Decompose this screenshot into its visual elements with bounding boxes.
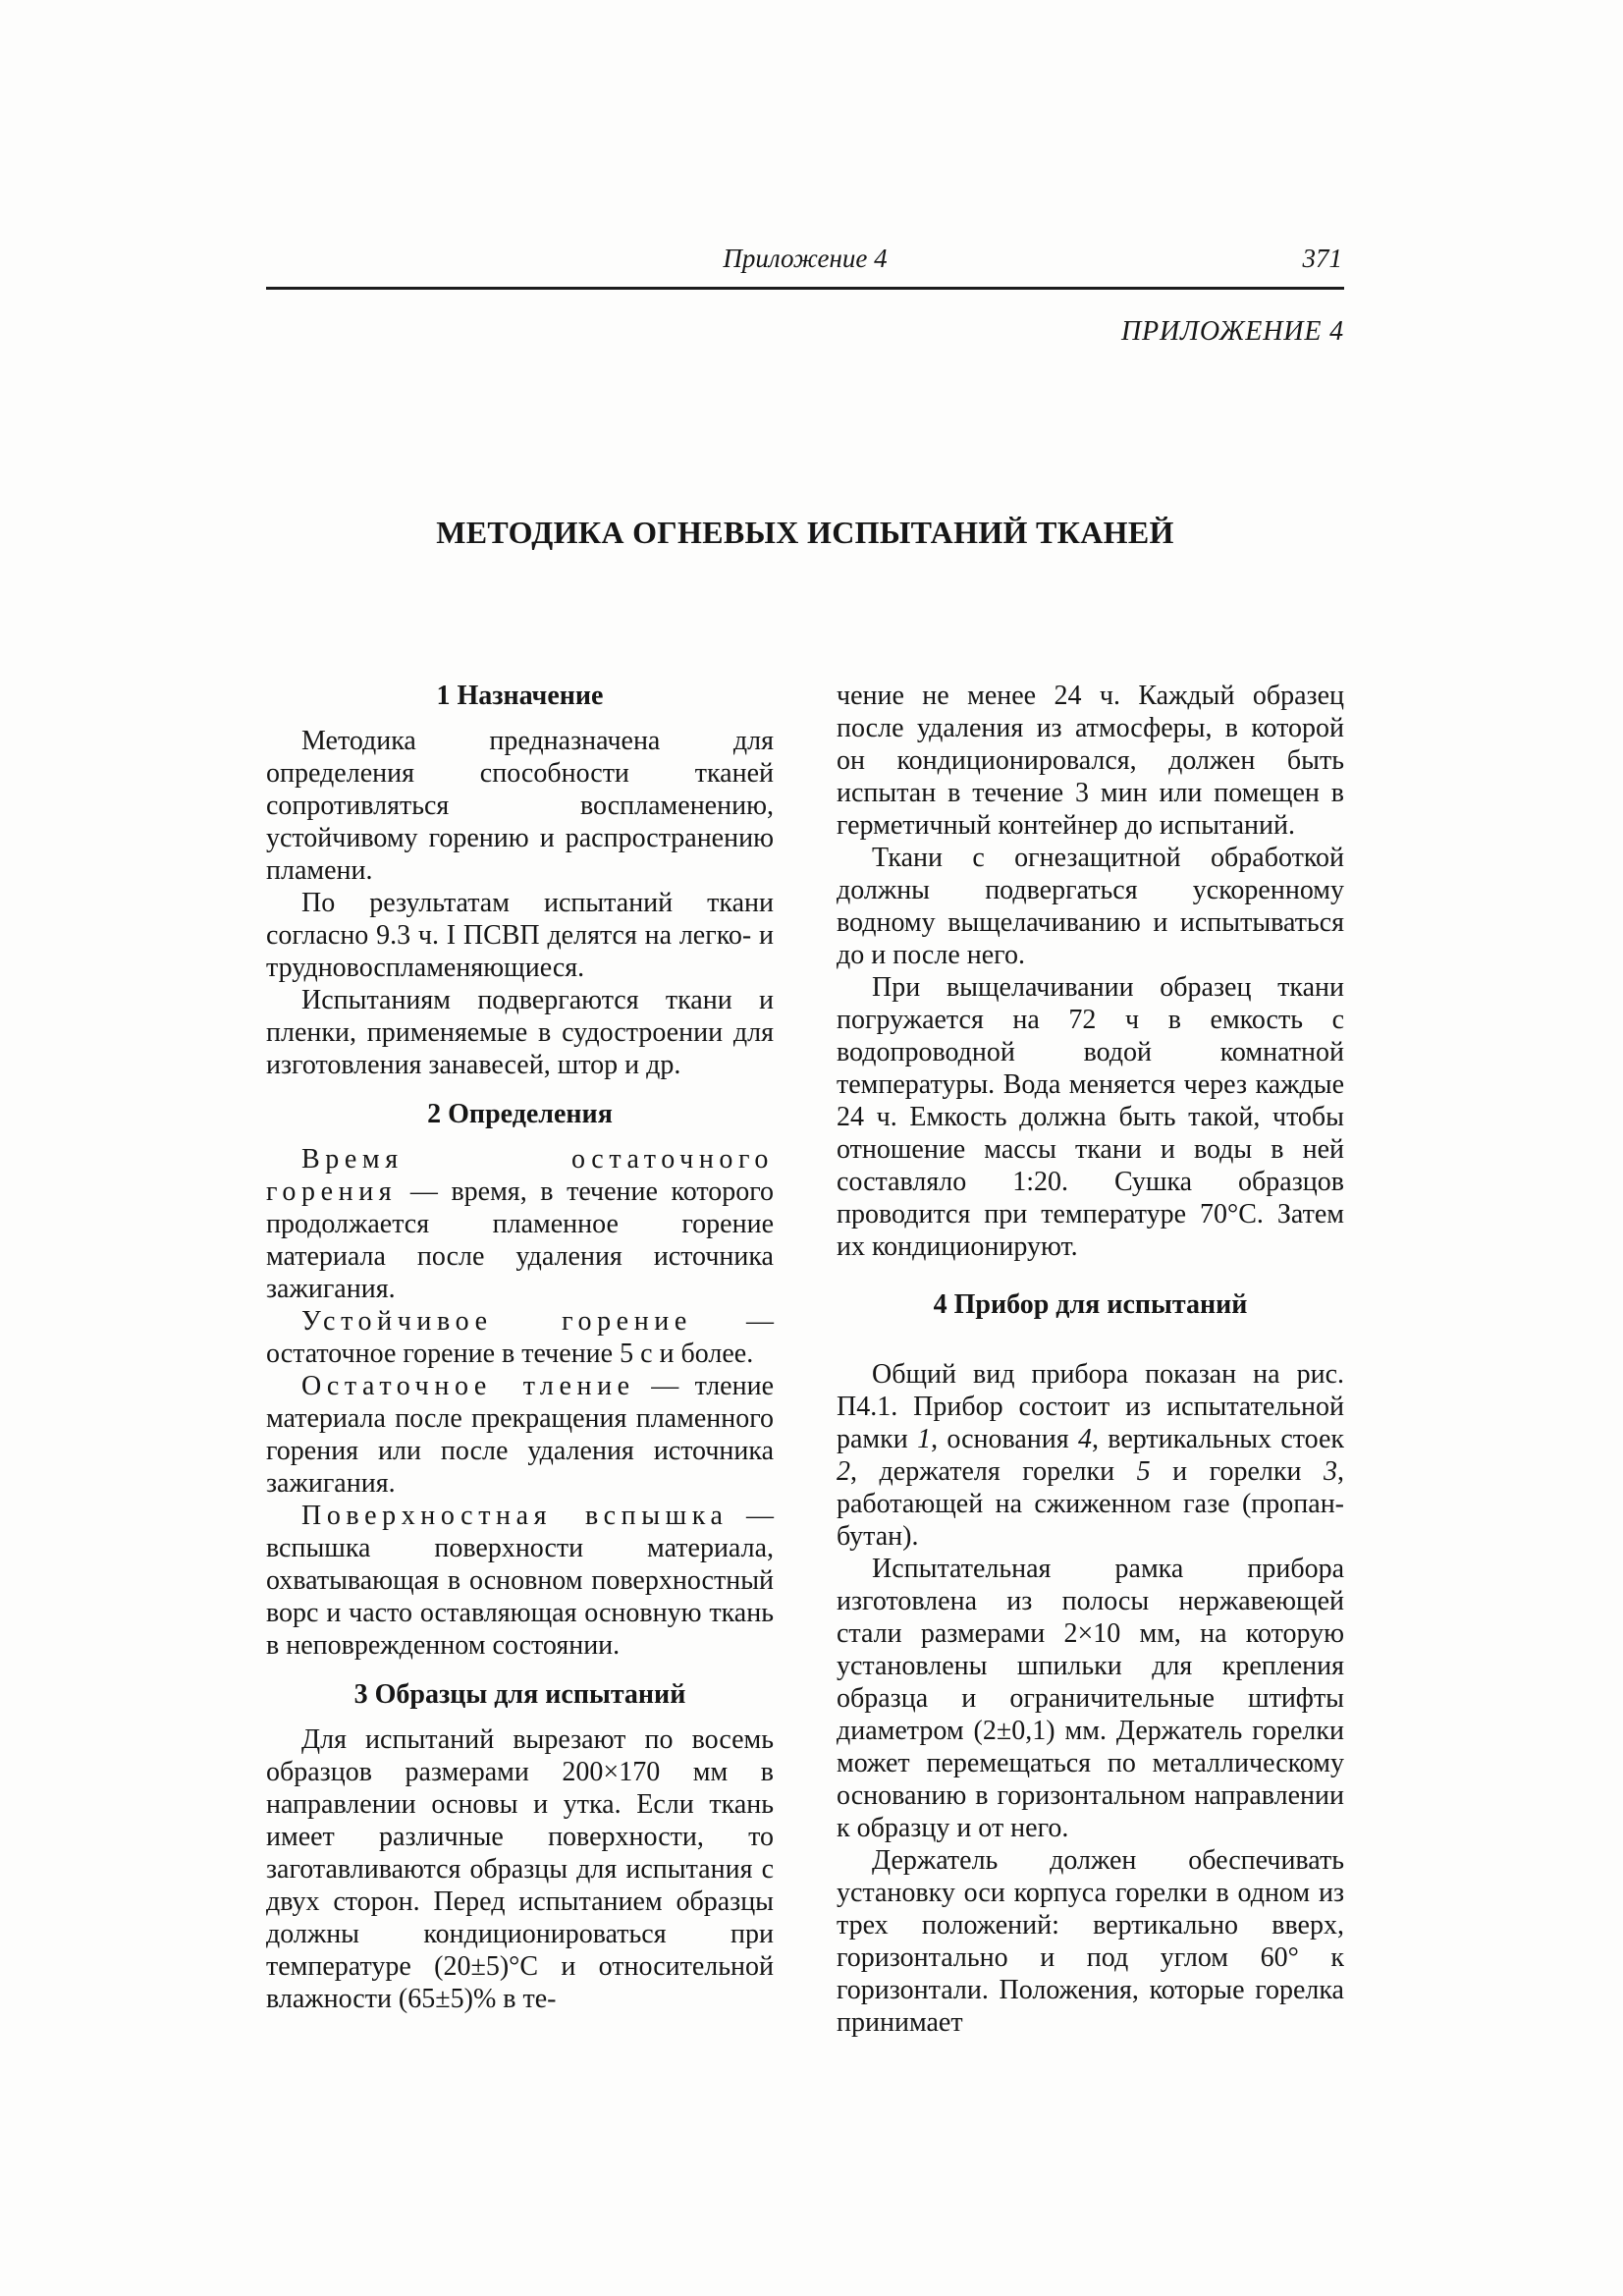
text-segment: , основания (931, 1424, 1078, 1454)
definition-term: Устойчивое горение (301, 1306, 692, 1337)
part-number: 2 (837, 1456, 850, 1487)
paragraph: При выщелачивании образец ткани погружается на 72 ч в емкость с водопроводной водой комнатной температуры. Вода меняется через каждые 24 ч. Емкость должна быть такой, чтобы отношение массы ткани и воды в ней составляло 1:20. Сушка образцов проводится при температуре 70°С. Затем их кондиционируют. (837, 972, 1344, 1262)
paragraph: Методика предназначена для определения способности тканей сопротивляться воспламенению, устойчивому горению и распространению пламени. (266, 726, 774, 886)
section-heading-1: 1 Назначение (436, 681, 604, 711)
page-header (266, 243, 1344, 290)
definition-text: — время, в течение которого продолжается пламенное горение материала после удаления источника зажигания. (266, 1176, 775, 1304)
right-column (837, 680, 1344, 2039)
running-title: Приложение 4 (723, 244, 888, 273)
definition-paragraph (266, 1500, 774, 1662)
paragraph: Ткани с огнезащитной обработкой должны подвергаться ускоренному водному выщелачиванию и испытываться до и после него. (837, 843, 1344, 970)
part-number: 5 (1136, 1456, 1151, 1487)
text-segment: , работающей на сжиженном газе (пропан-бутан). (837, 1456, 1344, 1552)
definition-term: Поверхностная вспышка (301, 1501, 729, 1531)
section-heading-2: 2 Определения (427, 1099, 613, 1129)
text-segment: , держателя горелки (850, 1456, 1137, 1487)
section-heading-4: 4 Прибор для испытаний (933, 1289, 1248, 1320)
text-segment: Общий вид прибора показан на рис. П4.1. Прибор состоит из испытательной рамки (837, 1359, 1344, 1454)
paragraph-with-part-numbers (837, 1358, 1344, 1553)
paragraph: Для испытаний вырезают по восемь образцов размерами 200×170 мм в направлении основы и утка. Если ткань имеет различные поверхности, то заготавливаются образцы для испытания с двух сторон. Перед испытанием образцы должны кондиционироваться при температуре (20±5)°С и относительной влажности (65±5)% в те- (266, 1724, 774, 2014)
paragraph: Испытательная рамка прибора изготовлена из полосы нержавеющей стали размерами 2×10 мм, на которую установлены шпильки для крепления образца и ограничительные штифты диаметром (2±0,1) мм. Держатель горелки может перемещаться по металлическому основанию в горизонтальном направлении к образцу и от него. (837, 1554, 1344, 1843)
part-number: 3 (1324, 1456, 1337, 1487)
definition-paragraph (266, 1370, 774, 1500)
part-number: 4 (1077, 1424, 1092, 1454)
definition-text: — тление материала после прекращения пламенного горения или после удаления источника зажигания. (266, 1371, 774, 1499)
text-columns (266, 680, 1344, 2039)
document-title: МЕТОДИКА ОГНЕВЫХ ИСПЫТАНИЙ ТКАНЕЙ (436, 515, 1174, 550)
definition-term: Остаточное тление (301, 1371, 635, 1401)
definition-text: — остаточное горение в течение 5 с и более. (266, 1306, 774, 1369)
section-heading-3: 3 Образцы для испытаний (353, 1679, 686, 1710)
paragraph: Испытаниям подвергаются ткани и пленки, применяемые в судостроении для изготовления занавесей, штор и др. (266, 985, 774, 1080)
definition-term: Время остаточного горения (266, 1144, 774, 1207)
left-column (266, 680, 774, 2039)
definition-paragraph (266, 1143, 774, 1305)
text-segment: , вертикальных стоек (1091, 1424, 1344, 1454)
page-number: 371 (1302, 244, 1342, 273)
paragraph: Держатель должен обеспечивать установку оси корпуса горелки в одном из трех положений: вертикально вверх, горизонтально и под углом 60° к горизонтали. Положения, которые горелка принимает (837, 1845, 1344, 2038)
definition-paragraph (266, 1305, 774, 1370)
definition-text: — вспышка поверхности материала, охватывающая в основном поверхностный ворс и часто оставляющая основную ткань в неповрежденном состоянии. (266, 1501, 774, 1661)
continuation-paragraph: чение не менее 24 ч. Каждый образец после удаления из атмосферы, в которой он кондиционировался, должен быть испытан в течение 3 мин или помещен в герметичный контейнер до испытаний. (837, 681, 1344, 841)
part-number: 1 (917, 1424, 932, 1454)
text-segment: и горелки (1150, 1456, 1324, 1487)
paragraph: По результатам испытаний ткани согласно 9.3 ч. I ПСВП делятся на легко- и трудновоспламеняющиеся. (266, 888, 774, 983)
appendix-label: ПРИЛОЖЕНИЕ 4 (1120, 316, 1344, 347)
